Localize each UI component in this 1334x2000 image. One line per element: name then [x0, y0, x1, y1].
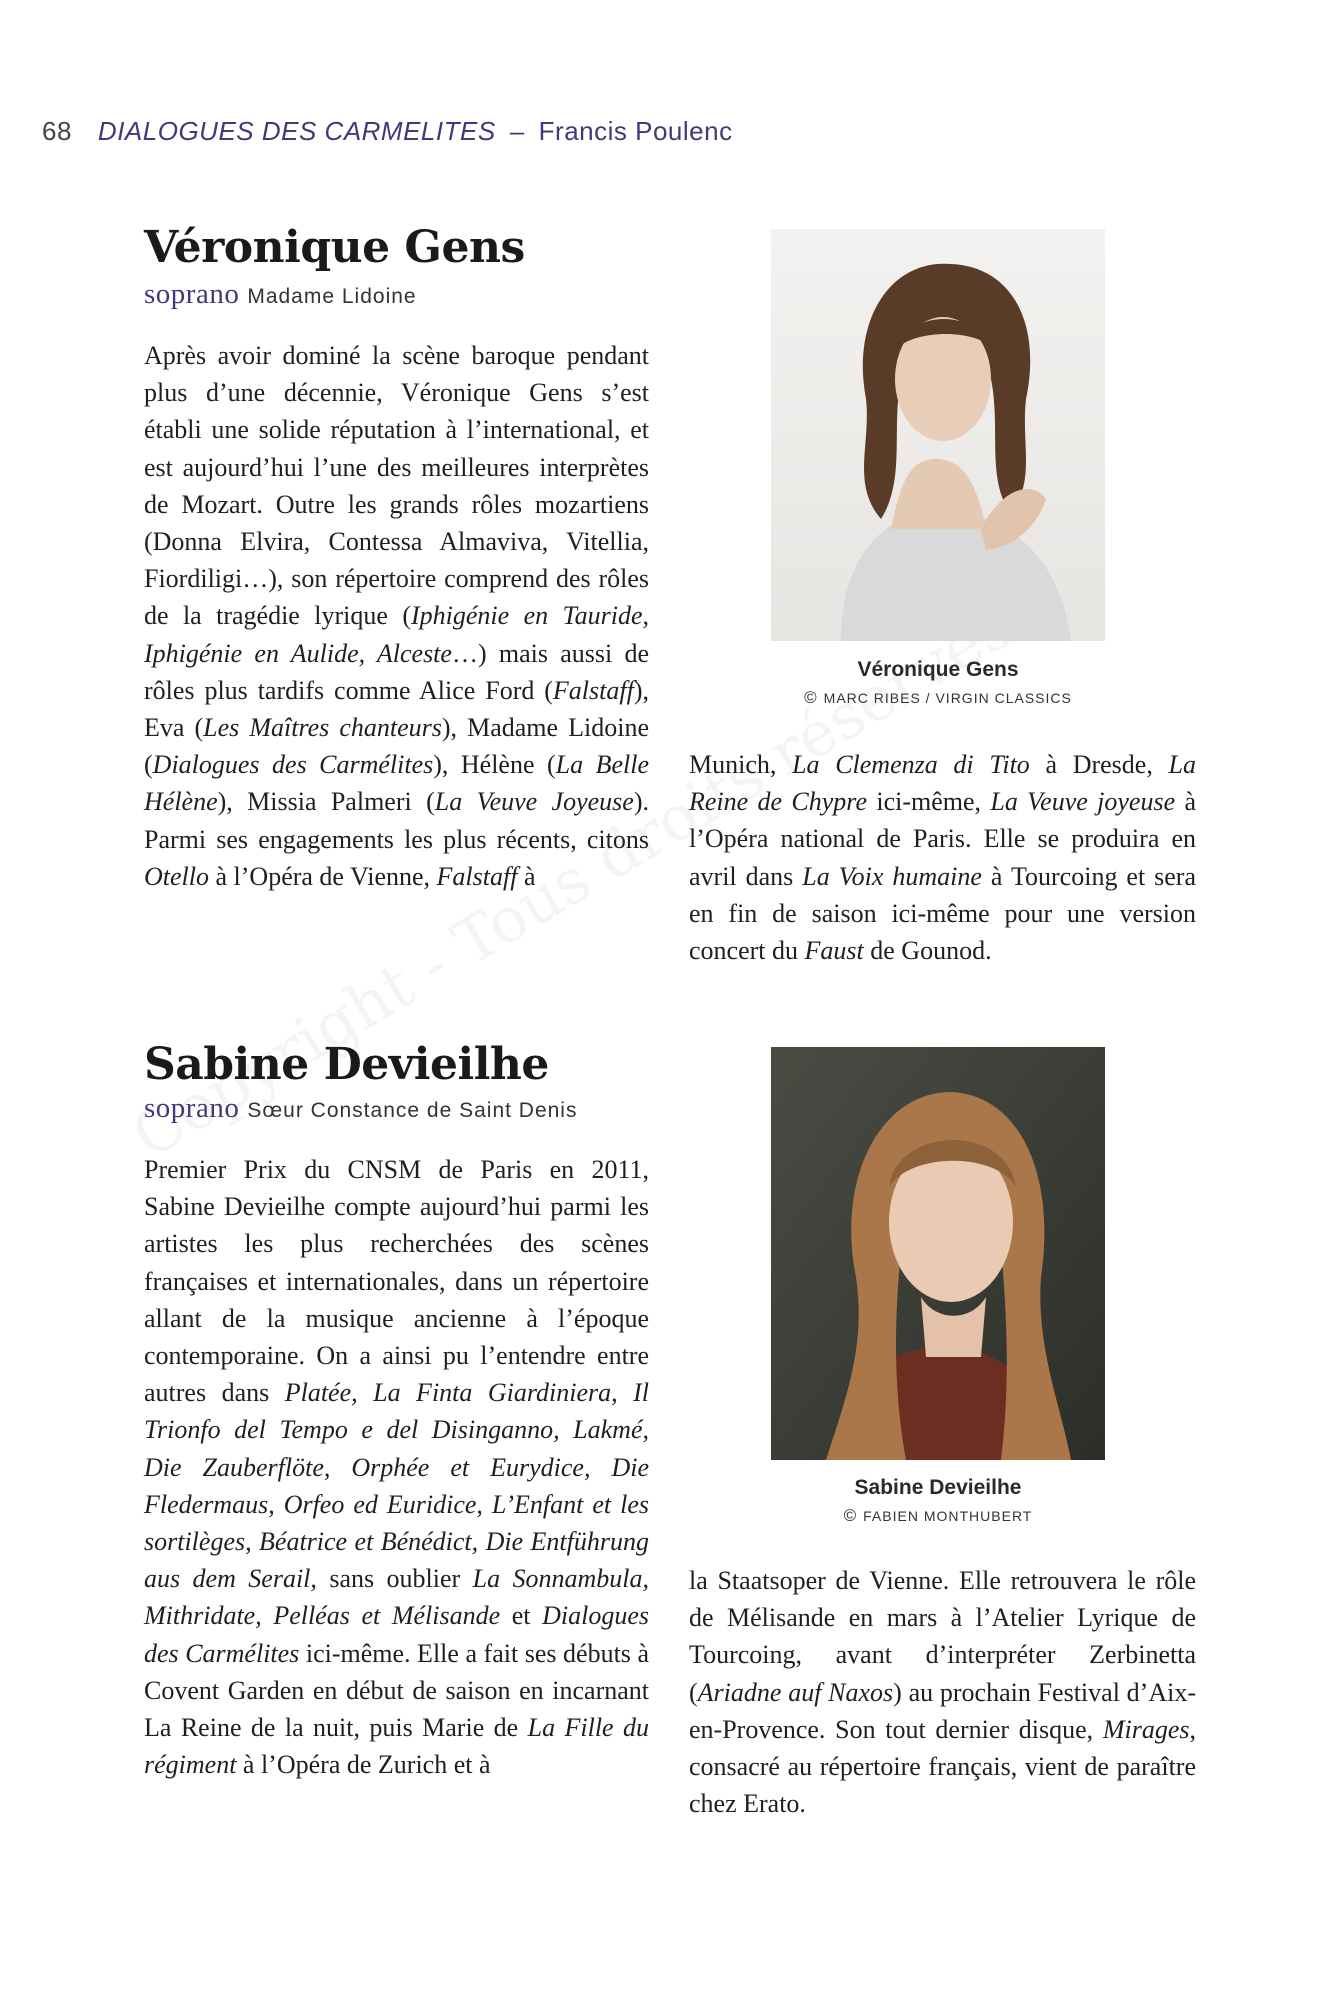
bio-run: la Staatsoper de Vienne. Elle retrouvera le rôle de Mélisande en mars à l’Atelier Lyrique de Tourcoing, avant d’interpréter Zerbinetta ( — [689, 1566, 1196, 1707]
photo-credit-devieilhe — [771, 1506, 1105, 1526]
bio-run: ici-même, — [867, 787, 991, 817]
bio-run: ), Madame Lidoine ( — [144, 713, 649, 780]
bio-continued-devieilhe — [689, 1562, 1196, 1822]
italic-title: La Reine de Chypre — [689, 750, 1196, 817]
composer-name: Francis Poulenc — [538, 116, 733, 146]
bio-run: …) mais aussi de rôles plus tardifs comme Alice Ford ( — [144, 638, 649, 705]
role-name: Sœur Constance de Saint Denis — [247, 1099, 578, 1122]
bio-run: Après avoir dominé la scène baroque pendant plus d’une décennie, Véronique Gens s’est établi une solide réputation à l’international, et est aujourd’hui l’une des meilleures interprètes de Mozart. Outre les grands rôles mozartiens (Donna Elvira, Contessa Almaviva, Vitellia, Fiordiligi…), son répertoire comprend des rôles de la tragédie lyrique ( — [144, 341, 649, 631]
bio-text-gens — [144, 337, 649, 895]
bio-run: à l’Opéra de Zurich et à — [236, 1750, 491, 1780]
italic-title: Iphigénie en Tauride, Iphigénie en Aulide, Alceste — [144, 601, 649, 668]
bio-run: et — [500, 1601, 543, 1631]
running-header — [42, 116, 733, 147]
bio-run: ). Parmi ses engagements les plus récents, citons — [144, 787, 650, 854]
italic-title: Ariadne auf Naxos — [697, 1677, 894, 1707]
portrait-gens-graphic — [771, 229, 1105, 641]
bio-run: ) au prochain Festival d’Aix-en-Provence. Son tout dernier disque, — [689, 1677, 1196, 1744]
italic-title: Falstaff — [436, 861, 518, 891]
bio-run: , consacré au répertoire français, vient de paraître chez Erato. — [689, 1714, 1196, 1819]
italic-title: Platée, La Finta Giardiniera, Il Trionfo del Tempo e del Disinganno, Lakmé, Die Zauberflöte, Orphée et Eurydice, Die Fledermaus, Orfeo ed Euridice, L’Enfant et les sortilèges, Béatrice et Bénédict, Die Entführung aus dem Serail, — [144, 1378, 649, 1594]
photo-caption-gens: Véronique Gens — [857, 658, 1019, 681]
header-separator: – — [509, 116, 525, 146]
italic-title: La Veuve joyeuse — [990, 787, 1176, 817]
bio-run: sans oublier — [316, 1564, 473, 1594]
bio-run: à Tourcoing et sera en fin de saison ici-même pour une version concert du — [689, 861, 1196, 966]
photo-caption-devieilhe: Sabine Devieilhe — [854, 1476, 1022, 1499]
role-name: Madame Lidoine — [247, 285, 417, 308]
bio-run: Munich, — [689, 750, 793, 779]
italic-title: Les Maîtres chanteurs — [203, 713, 442, 743]
copyright-symbol: © — [843, 1506, 858, 1525]
italic-title: La Belle Hélène — [144, 750, 649, 817]
artist-name-gens: Véronique Gens — [144, 222, 525, 273]
italic-title: La Voix humaine — [802, 861, 982, 891]
portrait-photo-gens — [771, 229, 1105, 641]
credit-text: FABIEN MONTHUBERT — [863, 1508, 1033, 1524]
artist-name-devieilhe: Sabine Devieilhe — [144, 1039, 549, 1090]
italic-title: Dialogues des Carmélites — [152, 750, 434, 780]
italic-title: Faust — [804, 936, 864, 966]
italic-title: Falstaff — [552, 675, 634, 705]
photo-credit-gens — [771, 688, 1105, 708]
italic-title: La Fille du régiment — [144, 1713, 649, 1780]
page-number: 68 — [42, 116, 72, 146]
credit-text: MARC RIBES / VIRGIN CLASSICS — [823, 690, 1072, 706]
voice-line-devieilhe — [144, 1092, 577, 1125]
bio-run: ), Hélène ( — [433, 750, 556, 780]
italic-title: Mirages — [1102, 1714, 1190, 1744]
bio-text-devieilhe — [144, 1151, 649, 1783]
copyright-symbol: © — [804, 688, 818, 707]
italic-title: Otello — [144, 861, 209, 891]
voice-type: soprano — [144, 278, 240, 310]
opera-title: DIALOGUES DES CARMELITES — [97, 116, 496, 146]
portrait-photo-devieilhe — [771, 1047, 1105, 1460]
bio-run: à l’Opéra de Vienne, — [209, 861, 437, 891]
italic-title: La Clemenza di Tito — [792, 750, 1030, 779]
bio-run: ), Missia Palmeri ( — [217, 787, 435, 817]
bio-run: de Gounod. — [863, 936, 992, 966]
italic-title: La Sonnambula, Mithridate, Pelléas et Mélisande — [144, 1564, 649, 1631]
bio-run: à l’Opéra national de Paris. Elle se produira en avril dans — [689, 787, 1196, 891]
italic-title: La Veuve Joyeuse — [434, 787, 634, 817]
bio-run: ), Eva ( — [144, 675, 649, 743]
voice-type: soprano — [144, 1092, 240, 1124]
portrait-devieilhe-graphic — [771, 1047, 1105, 1460]
bio-run: à — [517, 861, 536, 891]
bio-run: Premier Prix du CNSM de Paris en 2011, Sabine Devieilhe compte aujourd’hui parmi les artistes les plus recherchées des scènes françaises et internationales, dans un répertoire allant de la musique ancienne à l’époque contemporaine. On a ainsi pu l’entendre entre autres dans — [144, 1155, 649, 1408]
bio-run: à Dresde, — [1029, 750, 1169, 779]
bio-continued-gens — [689, 746, 1196, 969]
italic-title: Dialogues des Carmélites — [144, 1601, 649, 1668]
bio-run: ici-même. Elle a fait ses débuts à Covent Garden en début de saison en incarnant La Reine de la nuit, puis Marie de — [144, 1638, 649, 1743]
voice-line-gens — [144, 278, 417, 311]
